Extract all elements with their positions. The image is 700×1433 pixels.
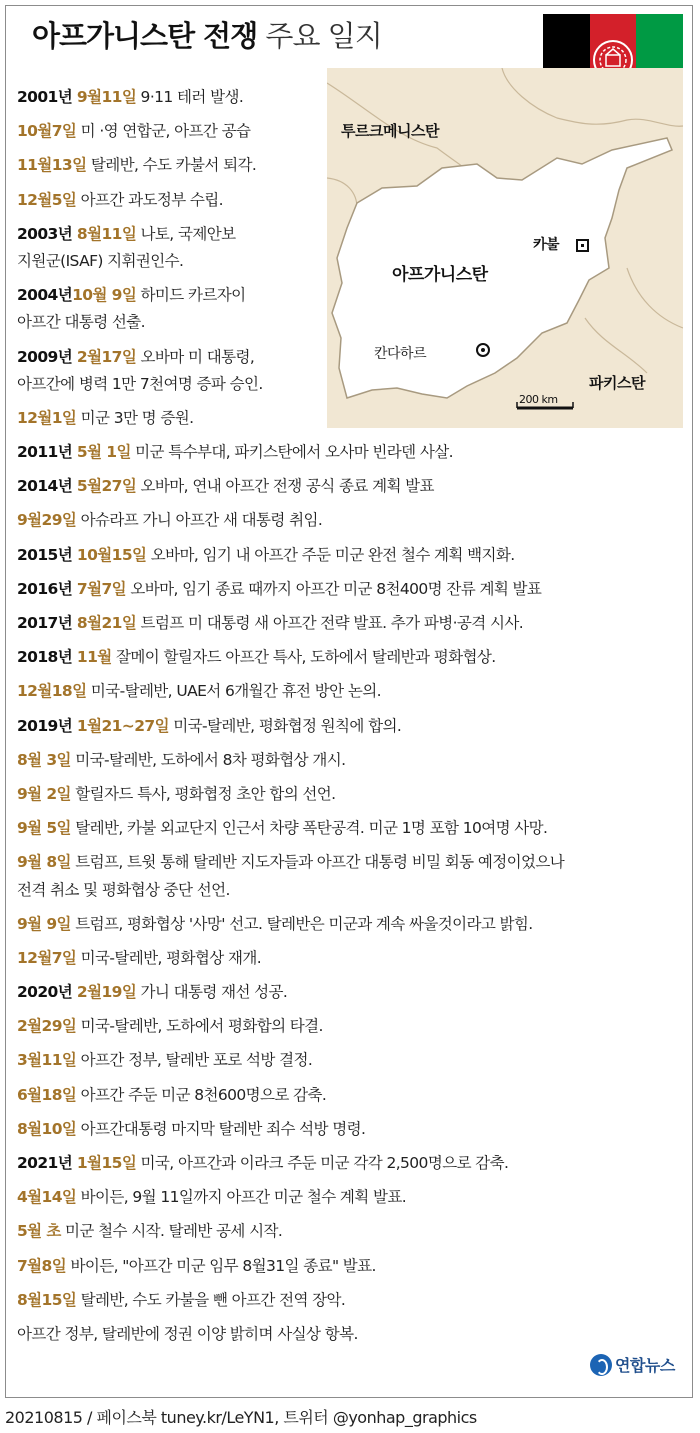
timeline-text: 미국-탈레반, 평화협상 재개. <box>76 948 262 967</box>
timeline-text: 미군 철수 시작. 탈레반 공세 시작. <box>60 1222 283 1241</box>
timeline-entry <box>17 941 685 975</box>
timeline-text: 할릴자드 특사, 평화협정 초안 합의 선언. <box>70 784 336 803</box>
timeline-entry <box>17 503 685 537</box>
timeline-year: 2021년 <box>17 1154 77 1172</box>
timeline-entry <box>17 80 685 114</box>
timeline-entry <box>17 975 685 1009</box>
timeline-text: 미 ·영 연합군, 아프간 공습 <box>76 122 251 141</box>
timeline-date: 8월 3일 <box>17 750 71 769</box>
timeline-text: 가니 대통령 재선 성공. <box>136 983 288 1002</box>
map-label-kabul: 카불 <box>533 237 560 253</box>
timeline-text: 아프간 과도정부 수립. <box>76 190 223 209</box>
map-label-pakistan: 파키스탄 <box>589 374 645 392</box>
timeline-entry <box>17 435 685 469</box>
timeline-date: 4월14일 <box>17 1188 77 1207</box>
timeline-date: 12월18일 <box>17 682 87 701</box>
timeline-entry <box>17 572 685 606</box>
timeline-text: 미국-탈레반, 평화협정 원칙에 합의. <box>168 716 402 735</box>
timeline-entry <box>17 743 685 777</box>
timeline-date: 7월8일 <box>17 1256 67 1275</box>
timeline-text: 오바마, 연내 아프간 전쟁 공식 종료 계획 발표 <box>136 477 434 496</box>
timeline-entry <box>17 640 685 674</box>
timeline-text: 잘메이 할릴자드 아프간 특사, 도하에서 탈레반과 평화협상. <box>111 648 496 667</box>
timeline-date: 5월27일 <box>76 477 137 496</box>
timeline-year: 2014년 <box>17 477 77 496</box>
timeline-date: 5월 초 <box>17 1222 61 1241</box>
timeline-text: 아슈라프 가니 아프간 새 대통령 취임. <box>76 511 323 530</box>
timeline-date: 8월21일 <box>76 614 137 632</box>
timeline-text: 9·11 테러 발생. <box>136 88 244 106</box>
timeline-entry <box>17 1249 685 1283</box>
timeline-entry <box>17 811 685 845</box>
timeline-year: 2019년 <box>17 716 77 735</box>
timeline-date: 10월7일 <box>17 122 77 141</box>
map-label-kandahar: 칸다하르 <box>374 346 427 362</box>
map-label-turkmenistan: 투르크메니스탄 <box>341 122 439 140</box>
yonhap-logo-text: 연합뉴스 <box>615 1356 675 1375</box>
timeline-year: 2011년 <box>17 443 77 462</box>
timeline-entry <box>17 709 685 743</box>
timeline-date: 10월 9일 <box>72 286 137 305</box>
timeline-entry <box>17 1146 685 1180</box>
credit-line: 20210815 / 페이스북 tuney.kr/LeYN1, 트위터 @yonhap_graphics <box>5 1408 477 1427</box>
timeline-text: 미국, 아프간과 이라크 주둔 미군 각각 2,500명으로 감축. <box>136 1154 509 1172</box>
timeline-date: 8월10일 <box>17 1119 77 1138</box>
timeline-date: 8월11일 <box>76 224 137 243</box>
map-scale-label: 200 km <box>519 393 558 406</box>
timeline-entry <box>17 114 685 148</box>
timeline-year: 2009년 <box>17 347 77 366</box>
timeline-date: 9월 8일 <box>17 853 71 872</box>
timeline-date: 2월29일 <box>17 1017 77 1036</box>
timeline-text: 미국-탈레반, UAE서 6개월간 휴전 방안 논의. <box>86 682 381 701</box>
timeline-date: 10월15일 <box>76 545 147 564</box>
timeline-date: 9월 2일 <box>17 784 71 803</box>
timeline-entry <box>17 1112 685 1146</box>
timeline-text: 탈레반, 수도 카불을 뺀 아프간 전역 장악. <box>76 1290 346 1309</box>
timeline-entry <box>17 1043 685 1077</box>
timeline-text: 아프간대통령 마지막 탈레반 죄수 석방 명령. <box>76 1119 366 1138</box>
timeline-year: 2003년 <box>17 224 77 243</box>
timeline-date: 2월19일 <box>76 983 137 1002</box>
timeline-year: 2020년 <box>17 983 77 1002</box>
timeline-year: 2004년 <box>17 286 73 305</box>
timeline-text: 하미드 카르자이 <box>136 286 246 305</box>
timeline-date: 5월 1일 <box>76 443 131 462</box>
timeline-entry <box>17 1009 685 1043</box>
timeline-text: 전격 취소 및 평화협상 중단 선언. <box>17 880 230 899</box>
timeline-date: 1월15일 <box>76 1154 137 1172</box>
timeline-text: 탈레반, 카불 외교단지 인근서 차량 폭탄공격. 미군 1명 포함 10여명 사망. <box>70 819 548 838</box>
timeline-date: 9월 9일 <box>17 914 71 933</box>
title-light: 주요 일지 <box>257 19 382 53</box>
timeline-text: 미군 특수부대, 파키스탄에서 오사마 빈라덴 사살. <box>130 443 453 462</box>
timeline-date: 2월17일 <box>76 347 137 366</box>
yonhap-logo <box>590 1353 675 1376</box>
timeline-text: 오바마, 임기 내 아프간 주둔 미군 완전 철수 계획 백지화. <box>146 545 515 564</box>
timeline-entry <box>17 538 685 572</box>
timeline-entry <box>17 401 685 435</box>
timeline-entry <box>17 1283 685 1317</box>
timeline-entry <box>17 907 685 941</box>
timeline-date: 12월1일 <box>17 408 77 427</box>
timeline-text: 아프간 정부, 탈레반에 정권 이양 밝히며 사실상 항복. <box>17 1324 358 1343</box>
timeline-text: 트럼프 미 대통령 새 아프간 전략 발표. 추가 파병·공격 시사. <box>136 614 524 632</box>
timeline-date: 11월 <box>76 648 112 667</box>
timeline-date: 12월5일 <box>17 190 77 209</box>
timeline-text: 오바마 미 대통령, <box>136 347 255 366</box>
timeline-text: 아프간 정부, 탈레반 포로 석방 결정. <box>76 1051 313 1070</box>
timeline-text: 미국-탈레반, 도하에서 평화합의 타결. <box>76 1017 323 1036</box>
timeline-text: 탈레반, 수도 카불서 퇴각. <box>86 156 257 175</box>
timeline-year: 2015년 <box>17 545 77 564</box>
timeline-entry <box>17 1078 685 1112</box>
timeline-date: 9월29일 <box>17 511 77 530</box>
page-title <box>32 14 382 55</box>
timeline-entry <box>17 1317 685 1351</box>
timeline-entry <box>17 1214 685 1248</box>
timeline-year: 2017년 <box>17 614 77 632</box>
timeline-entry <box>17 367 685 401</box>
timeline-entry <box>17 148 685 182</box>
timeline-date: 1월21∼27일 <box>76 716 169 735</box>
timeline-date: 7월7일 <box>76 579 127 598</box>
timeline-entry <box>17 244 685 278</box>
timeline-date: 3월11일 <box>17 1051 77 1070</box>
timeline-date: 9월 5일 <box>17 819 71 838</box>
title-bold: 아프가니스탄 전쟁 <box>32 19 258 53</box>
timeline-entry <box>17 777 685 811</box>
yonhap-logo-icon <box>590 1354 612 1376</box>
timeline-entry <box>17 1180 685 1214</box>
timeline-date: 6월18일 <box>17 1085 77 1104</box>
timeline-entry <box>17 183 685 217</box>
timeline-text: 바이든, "아프간 미군 임무 8월31일 종료" 발표. <box>66 1256 376 1275</box>
timeline-text: 미국-탈레반, 도하에서 8차 평화협상 개시. <box>70 750 346 769</box>
timeline-text: 바이든, 9월 11일까지 아프간 미군 철수 계획 발표. <box>76 1188 407 1207</box>
timeline-text: 나토, 국제안보 <box>136 224 236 243</box>
timeline-text: 트럼프, 평화협상 '사망' 선고. 탈레반은 미군과 계속 싸울것이라고 밝힘. <box>70 914 533 933</box>
timeline-entry <box>17 305 685 339</box>
timeline-date: 9월11일 <box>76 88 137 106</box>
map-label-afghanistan: 아프가니스탄 <box>392 265 488 285</box>
timeline-text: 아프간 주둔 미군 8천600명으로 감축. <box>76 1085 327 1104</box>
timeline-entry <box>17 469 685 503</box>
timeline-entry <box>17 674 685 708</box>
timeline-year: 2001년 <box>17 88 77 106</box>
timeline-date: 8월15일 <box>17 1290 77 1309</box>
timeline-text: 트럼프, 트윗 통해 탈레반 지도자들과 아프간 대통령 비밀 회동 예정이었으나 <box>70 853 565 872</box>
timeline-entry <box>17 606 685 640</box>
timeline <box>17 80 685 1351</box>
timeline-text: 미군 3만 명 증원. <box>76 408 194 427</box>
timeline-text: 아프간 대통령 선출. <box>17 313 145 332</box>
timeline-year: 2016년 <box>17 579 77 598</box>
timeline-date: 11월13일 <box>17 156 87 175</box>
timeline-text: 지원군(ISAF) 지휘권인수. <box>17 251 184 270</box>
timeline-year: 2018년 <box>17 648 77 667</box>
timeline-text: 아프간에 병력 1만 7천여명 증파 승인. <box>17 374 263 393</box>
timeline-text: 오바마, 임기 종료 때까지 아프간 미군 8천400명 잔류 계획 발표 <box>126 579 542 598</box>
timeline-date: 12월7일 <box>17 948 77 967</box>
